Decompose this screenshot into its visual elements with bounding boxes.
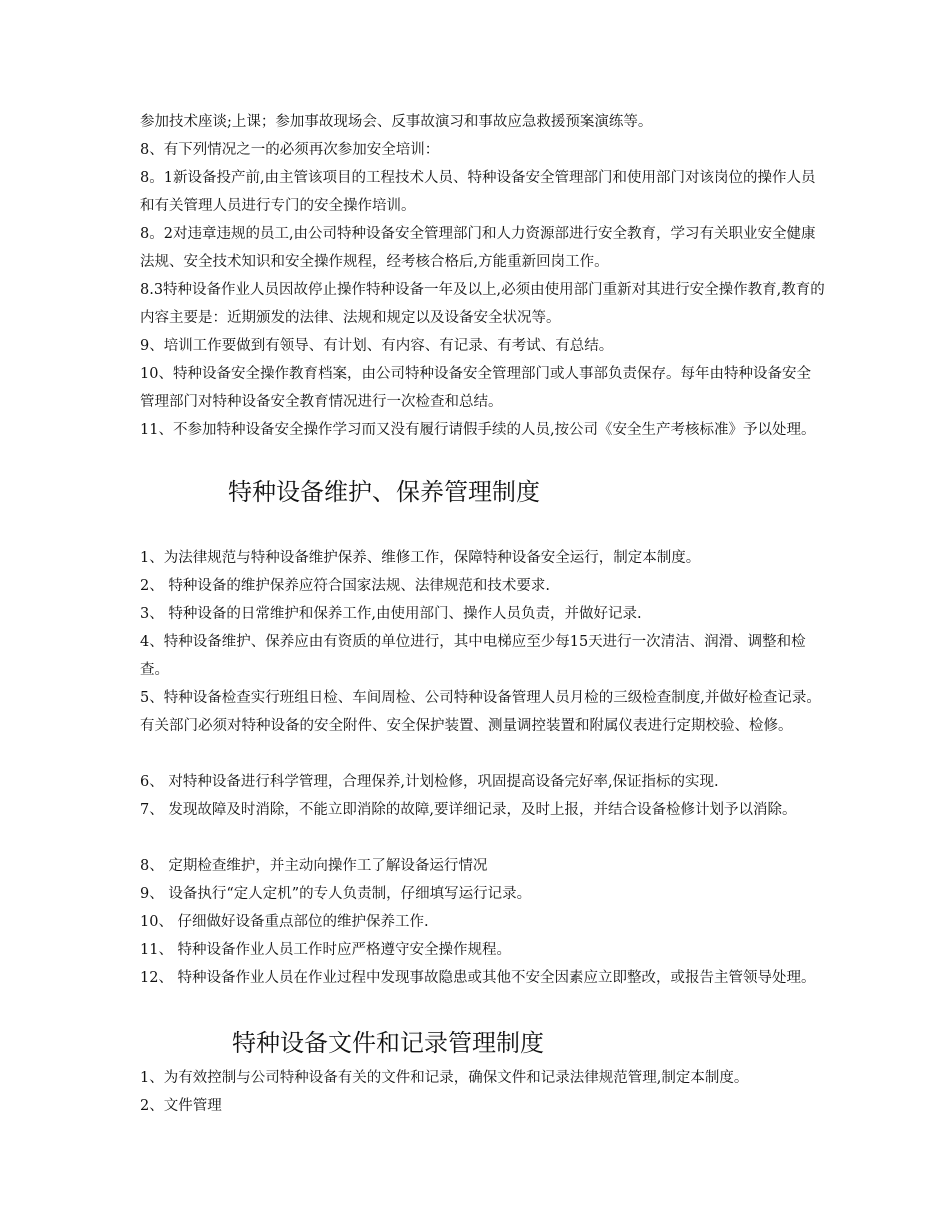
paragraph-maint-10: 10、 仔细做好设备重点部位的维护保养工作. bbox=[140, 914, 429, 930]
section-title-maintenance: 特种设备维护、保养管理制度 bbox=[228, 478, 540, 506]
paragraph-maint-6: 6、 对特种设备进行科学管理，合理保养,计划检修，巩固提高设备完好率,保证指标的实现. bbox=[140, 774, 719, 790]
paragraph-records-2: 2、文件管理 bbox=[140, 1098, 222, 1114]
paragraph-maint-9: 9、 设备执行“定人定机”的专人负责制，仔细填写运行记录。 bbox=[140, 886, 532, 902]
paragraph-training-methods: 参加技术座谈;上课；参加事故现场会、反事故演习和事故应急救援预案演练等。 bbox=[140, 114, 653, 130]
paragraph-maint-11: 11、 特种设备作业人员工作时应严格遵守安全操作规程。 bbox=[140, 942, 512, 958]
paragraph-item-10: 10、特种设备安全操作教育档案，由公司特种设备安全管理部门或人事部负责保存。每年由特种设备安全管理部门对特种设备安全教育情况进行一次检查和总结。 bbox=[140, 366, 811, 410]
paragraph-maint-3: 3、 特种设备的日常维护和保养工作,由使用部门、操作人员负责，并做好记录. bbox=[140, 606, 642, 622]
paragraph-item-8: 8、有下列情况之一的必须再次参加安全培训： bbox=[140, 142, 440, 158]
paragraph-item-9: 9、培训工作要做到有领导、有计划、有内容、有记录、有考试、有总结。 bbox=[140, 338, 614, 354]
paragraph-maint-5: 5、特种设备检查实行班组日检、车间周检、公司特种设备管理人员月检的三级检查制度,并做好检查记录。有关部门必须对特种设备的安全附件、安全保护装置、测量调控装置和附属仪表进行定期校验、检修。 bbox=[140, 690, 821, 734]
paragraph-item-8-3: 8.3特种设备作业人员因故停止操作特种设备一年及以上,必须由使用部门重新对其进行安全操作教育,教育的内容主要是：近期颁发的法律、法规和规定以及设备安全状况等。 bbox=[140, 282, 825, 326]
paragraph-item-11: 11、不参加特种设备安全操作学习而又没有履行请假手续的人员,按公司《安全生产考核标准》予以处理。 bbox=[140, 422, 816, 438]
paragraph-maint-2: 2、 特种设备的维护保养应符合国家法规、法律规范和技术要求. bbox=[140, 578, 550, 594]
paragraph-item-8-2: 8。2对违章违规的员工,由公司特种设备安全管理部门和人力资源部进行安全教育，学习有关职业安全健康法规、安全技术知识和安全操作规程，经考核合格后,方能重新回岗工作。 bbox=[140, 226, 816, 270]
paragraph-maint-1: 1、为法律规范与特种设备维护保养、维修工作，保障特种设备安全运行，制定本制度。 bbox=[140, 550, 701, 566]
paragraph-item-8-1: 8。1新设备投产前,由主管该项目的工程技术人员、特种设备安全管理部门和使用部门对该岗位的操作人员和有关管理人员进行专门的安全操作培训。 bbox=[140, 170, 816, 214]
paragraph-maint-4: 4、特种设备维护、保养应由有资质的单位进行，其中电梯应至少每15天进行一次清洁、润滑、调整和检查。 bbox=[140, 634, 806, 678]
section-title-records: 特种设备文件和记录管理制度 bbox=[232, 1029, 544, 1057]
paragraph-maint-12: 12、 特种设备作业人员在作业过程中发现事故隐患或其他不安全因素应立即整改，或报告主管领导处理。 bbox=[140, 970, 816, 986]
paragraph-records-1: 1、为有效控制与公司特种设备有关的文件和记录，确保文件和记录法律规范管理,制定本制度。 bbox=[140, 1070, 749, 1086]
paragraph-maint-7: 7、 发现故障及时消除，不能立即消除的故障,要详细记录，及时上报，并结合设备检修计划予以消除。 bbox=[140, 802, 797, 818]
paragraph-maint-8: 8、 定期检查维护，并主动向操作工了解设备运行情况 bbox=[140, 858, 488, 874]
